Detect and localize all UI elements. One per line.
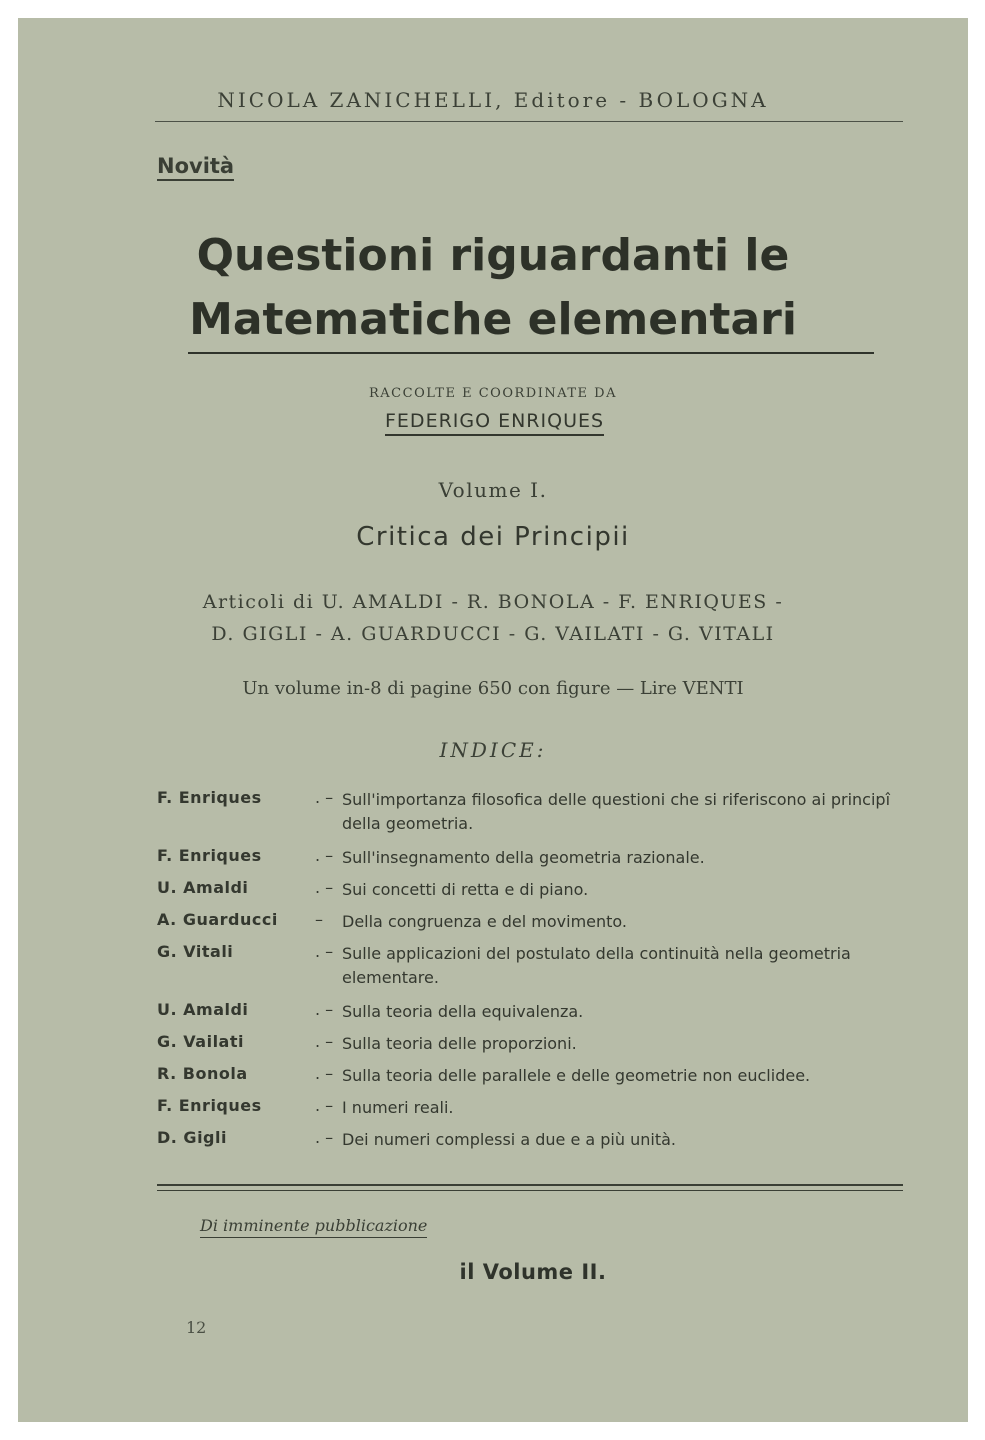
toc-author: F. Enriques <box>157 846 262 865</box>
toc-separator: . – <box>315 1000 334 1019</box>
toc-separator: . – <box>315 878 334 897</box>
title-rule <box>188 352 874 354</box>
toc-title: I numeri reali. <box>342 1098 454 1117</box>
toc-entry <box>157 846 917 870</box>
contributors-line1: Articoli di U. AMALDI - R. BONOLA - F. ENRIQUES - <box>202 591 784 613</box>
publisher-header: NICOLA ZANICHELLI, Editore - BOLOGNA <box>217 88 769 112</box>
toc-title: Dei numeri complessi a due e a più unità. <box>342 1130 676 1149</box>
toc-title: Sull'insegnamento della geometria razionale. <box>342 848 705 867</box>
forthcoming-label: Di imminente pubblicazione <box>200 1216 427 1238</box>
toc-title: Sulla teoria della equivalenza. <box>342 1002 584 1021</box>
toc-title: Sulle applicazioni del postulato della continuità nella geometria elementare. <box>342 944 851 987</box>
book-title-line2: Matematiche elementari <box>189 294 797 345</box>
toc-entry <box>157 878 917 902</box>
toc-separator: . – <box>315 942 334 961</box>
contributors <box>18 586 968 650</box>
book-title <box>18 224 968 352</box>
volume-label: Volume I. <box>438 478 548 502</box>
toc-separator: . – <box>315 788 334 807</box>
volume-subtitle: Critica dei Principii <box>356 522 630 552</box>
toc-author: F. Enriques <box>157 1096 262 1115</box>
toc-entry <box>157 1096 917 1120</box>
toc-entry <box>157 1032 917 1056</box>
toc-title: Della congruenza e del movimento. <box>342 912 628 931</box>
toc-author: U. Amaldi <box>157 878 249 897</box>
toc-author: A. Guarducci <box>157 910 278 929</box>
toc-separator: . – <box>315 846 334 865</box>
toc-separator: . – <box>315 1032 334 1051</box>
table-of-contents <box>157 788 917 1160</box>
toc-entry <box>157 910 917 934</box>
footer-rule-thin <box>157 1190 903 1191</box>
toc-separator: . – <box>315 1096 334 1115</box>
compiled-by-label: RACCOLTE E COORDINATE DA <box>369 386 617 401</box>
volume-details: Un volume in-8 di pagine 650 con figure — Lire VENTI <box>242 678 744 699</box>
toc-author: D. Gigli <box>157 1128 227 1147</box>
toc-entry <box>157 1000 917 1024</box>
page-sheet <box>18 18 968 1422</box>
book-title-line1: Questioni riguardanti le <box>196 230 790 281</box>
toc-separator: . – <box>315 1064 334 1083</box>
toc-entry <box>157 1128 917 1152</box>
contributors-line2: D. GIGLI - A. GUARDUCCI - G. VAILATI - G. VITALI <box>211 623 775 645</box>
toc-author: R. Bonola <box>157 1064 248 1083</box>
header-rule <box>155 121 903 122</box>
footer-rule <box>157 1184 903 1186</box>
toc-author: G. Vitali <box>157 942 234 961</box>
toc-author: F. Enriques <box>157 788 262 807</box>
novita-label: Novità <box>157 154 234 181</box>
toc-author: U. Amaldi <box>157 1000 249 1019</box>
toc-author: G. Vailati <box>157 1032 244 1051</box>
editor-name: FEDERIGO ENRIQUES <box>385 410 604 436</box>
toc-title: Sui concetti di retta e di piano. <box>342 880 589 899</box>
toc-entry <box>157 942 917 990</box>
toc-title: Sulla teoria delle proporzioni. <box>342 1034 577 1053</box>
toc-title: Sull'importanza filosofica delle questioni che si riferiscono ai principî della geometria. <box>342 790 891 833</box>
toc-title: Sulla teoria delle parallele e delle geometrie non euclidee. <box>342 1066 811 1085</box>
toc-separator: – <box>315 910 323 929</box>
volume-two-label: il Volume II. <box>459 1260 607 1284</box>
index-heading: INDICE: <box>439 738 547 762</box>
toc-entry <box>157 1064 917 1088</box>
toc-separator: . – <box>315 1128 334 1147</box>
toc-entry <box>157 788 917 836</box>
page-number: 12 <box>186 1318 207 1337</box>
